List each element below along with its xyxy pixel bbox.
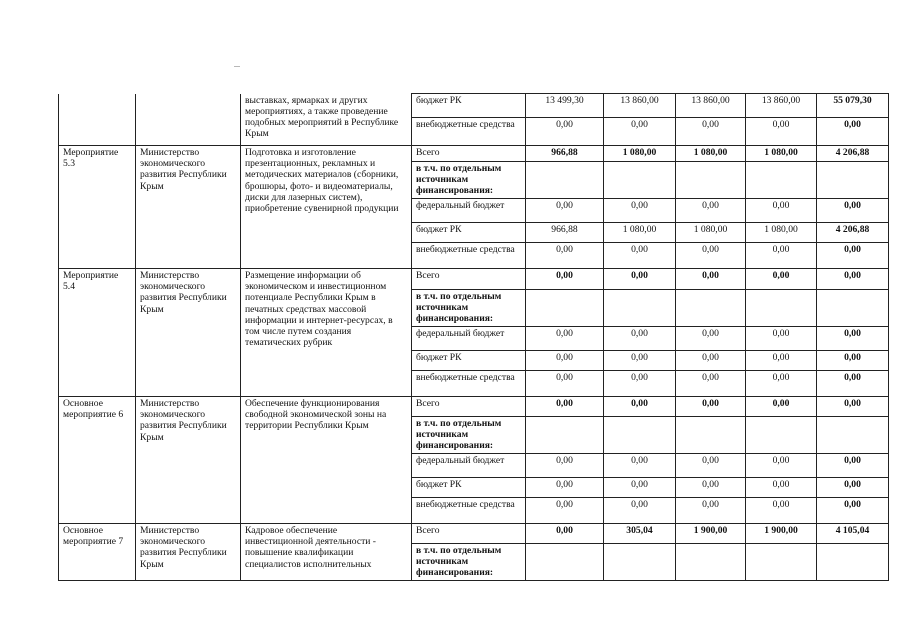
amount-cell (526, 290, 604, 327)
funding-source-cell: в т.ч. по отдельным источникам финансирования: (412, 417, 526, 454)
amount-cell: 0,00 (604, 269, 676, 290)
amount-cell: 1 900,00 (746, 524, 817, 544)
amount-cell: 0,00 (746, 269, 817, 290)
amount-cell: 0,00 (676, 269, 746, 290)
total-value-cell (817, 417, 889, 454)
description-cell: Обеспечение функционирования свободной экономической зоны на территории Республики Крым (241, 397, 412, 524)
amount-cell: 0,00 (526, 371, 604, 397)
measure-cell: Основное мероприятие 6 (59, 397, 136, 524)
funding-source-cell: внебюджетные средства (412, 498, 526, 524)
executor-cell: Министерство экономического развития Республики Крым (136, 269, 241, 397)
amount-cell: 1 080,00 (604, 146, 676, 162)
amount-cell: 1 080,00 (604, 223, 676, 243)
amount-cell (746, 417, 817, 454)
amount-cell: 13 860,00 (676, 94, 746, 118)
funding-source-cell: Всего (412, 269, 526, 290)
amount-cell: 0,00 (676, 118, 746, 146)
measure-cell: Мероприятие 5.4 (59, 269, 136, 397)
total-value-cell: 0,00 (817, 397, 889, 417)
total-value-cell: 0,00 (817, 118, 889, 146)
amount-cell: 0,00 (604, 199, 676, 223)
total-value-cell: 0,00 (817, 478, 889, 498)
amount-cell: 0,00 (746, 454, 817, 478)
amount-cell: 0,00 (676, 371, 746, 397)
funding-source-cell: федеральный бюджет (412, 327, 526, 351)
amount-cell: 0,00 (746, 243, 817, 269)
amount-cell: 0,00 (604, 118, 676, 146)
amount-cell: 966,88 (526, 146, 604, 162)
funding-source-cell: федеральный бюджет (412, 199, 526, 223)
total-value-cell: 0,00 (817, 327, 889, 351)
amount-cell: 0,00 (526, 524, 604, 544)
funding-source-cell: внебюджетные средства (412, 243, 526, 269)
funding-table (58, 93, 889, 581)
table-row (59, 524, 889, 544)
amount-cell: 0,00 (526, 327, 604, 351)
measure-cell (59, 94, 136, 146)
amount-cell (604, 417, 676, 454)
amount-cell (676, 417, 746, 454)
amount-cell: 0,00 (526, 269, 604, 290)
amount-cell: 0,00 (526, 397, 604, 417)
funding-source-cell: внебюджетные средства (412, 371, 526, 397)
amount-cell: 0,00 (746, 118, 817, 146)
amount-cell: 0,00 (526, 454, 604, 478)
total-value-cell: 4 206,88 (817, 146, 889, 162)
total-value-cell: 4 206,88 (817, 223, 889, 243)
measure-cell: Основное мероприятие 7 (59, 524, 136, 581)
description-cell: Подготовка и изготовление презентационных, рекламных и методических материалов (сборники, брошюры, фото- и видеоматериалы, диски для лазерных систем), приобретение сувенирной продукции (241, 146, 412, 269)
amount-cell (746, 544, 817, 581)
funding-source-cell: Всего (412, 524, 526, 544)
amount-cell: 0,00 (676, 243, 746, 269)
amount-cell: 13 860,00 (604, 94, 676, 118)
amount-cell: 0,00 (746, 498, 817, 524)
amount-cell: 0,00 (676, 397, 746, 417)
amount-cell: 0,00 (604, 243, 676, 269)
amount-cell (676, 290, 746, 327)
funding-source-cell: в т.ч. по отдельным источникам финансирования: (412, 544, 526, 581)
amount-cell: 1 080,00 (746, 223, 817, 243)
amount-cell: 1 900,00 (676, 524, 746, 544)
amount-cell: 0,00 (604, 454, 676, 478)
amount-cell: 0,00 (526, 478, 604, 498)
amount-cell: 0,00 (746, 351, 817, 371)
total-value-cell: 4 105,04 (817, 524, 889, 544)
description-cell: Размещение информации об экономическом и инвестиционном потенциале Республики Крым в печатных средствах массовой информации и интернет-ресурсах, в том числе путем создания тематических рубрик (241, 269, 412, 397)
executor-cell: Министерство экономического развития Республики Крым (136, 146, 241, 269)
amount-cell: 966,88 (526, 223, 604, 243)
total-value-cell (817, 162, 889, 199)
amount-cell: 0,00 (526, 199, 604, 223)
amount-cell: 0,00 (676, 454, 746, 478)
executor-cell: Министерство экономического развития Республики Крым (136, 524, 241, 581)
amount-cell (676, 544, 746, 581)
measure-cell: Мероприятие 5.3 (59, 146, 136, 269)
funding-source-cell: внебюджетные средства (412, 118, 526, 146)
table-row (59, 269, 889, 290)
funding-source-cell: в т.ч. по отдельным источникам финансирования: (412, 290, 526, 327)
description-cell: выставках, ярмарках и других мероприятиях, а также проведение подобных мероприятий в Республике Крым (241, 94, 412, 146)
amount-cell (746, 162, 817, 199)
amount-cell: 0,00 (746, 199, 817, 223)
amount-cell (526, 417, 604, 454)
amount-cell: 0,00 (676, 327, 746, 351)
table-row (59, 94, 889, 118)
total-value-cell: 0,00 (817, 243, 889, 269)
amount-cell (526, 162, 604, 199)
amount-cell: 0,00 (746, 371, 817, 397)
amount-cell: 0,00 (746, 478, 817, 498)
amount-cell: 0,00 (526, 498, 604, 524)
total-value-cell: 0,00 (817, 351, 889, 371)
amount-cell: 0,00 (604, 498, 676, 524)
amount-cell: 0,00 (604, 351, 676, 371)
total-value-cell (817, 290, 889, 327)
amount-cell: 0,00 (604, 478, 676, 498)
total-value-cell: 0,00 (817, 498, 889, 524)
amount-cell (604, 290, 676, 327)
funding-source-cell: федеральный бюджет (412, 454, 526, 478)
funding-source-cell: бюджет РК (412, 351, 526, 371)
total-value-cell: 0,00 (817, 454, 889, 478)
amount-cell: 0,00 (604, 327, 676, 351)
amount-cell: 13 499,30 (526, 94, 604, 118)
total-value-cell: 0,00 (817, 371, 889, 397)
funding-source-cell: Всего (412, 397, 526, 417)
amount-cell: 1 080,00 (676, 146, 746, 162)
funding-source-cell: бюджет РК (412, 94, 526, 118)
amount-cell (746, 290, 817, 327)
executor-cell (136, 94, 241, 146)
amount-cell: 13 860,00 (746, 94, 817, 118)
amount-cell: 0,00 (746, 327, 817, 351)
description-cell: Кадровое обеспечение инвестиционной деятельности - повышение квалификации специалистов исполнительных (241, 524, 412, 581)
amount-cell: 1 080,00 (676, 223, 746, 243)
funding-source-cell: бюджет РК (412, 478, 526, 498)
page-mark (234, 66, 240, 67)
executor-cell: Министерство экономического развития Республики Крым (136, 397, 241, 524)
funding-source-cell: Всего (412, 146, 526, 162)
amount-cell: 305,04 (604, 524, 676, 544)
amount-cell: 0,00 (604, 397, 676, 417)
amount-cell (604, 162, 676, 199)
amount-cell: 0,00 (676, 199, 746, 223)
funding-source-cell: бюджет РК (412, 223, 526, 243)
table-row (59, 146, 889, 162)
table-row (59, 397, 889, 417)
amount-cell: 0,00 (526, 118, 604, 146)
amount-cell: 0,00 (526, 351, 604, 371)
amount-cell: 0,00 (746, 397, 817, 417)
amount-cell: 0,00 (676, 498, 746, 524)
amount-cell: 0,00 (604, 371, 676, 397)
total-value-cell: 55 079,30 (817, 94, 889, 118)
amount-cell (604, 544, 676, 581)
funding-source-cell: в т.ч. по отдельным источникам финансирования: (412, 162, 526, 199)
funding-table-body (59, 94, 889, 581)
total-value-cell: 0,00 (817, 269, 889, 290)
amount-cell: 0,00 (676, 351, 746, 371)
amount-cell: 0,00 (526, 243, 604, 269)
total-value-cell (817, 544, 889, 581)
amount-cell: 1 080,00 (746, 146, 817, 162)
amount-cell (676, 162, 746, 199)
total-value-cell: 0,00 (817, 199, 889, 223)
amount-cell: 0,00 (676, 478, 746, 498)
amount-cell (526, 544, 604, 581)
